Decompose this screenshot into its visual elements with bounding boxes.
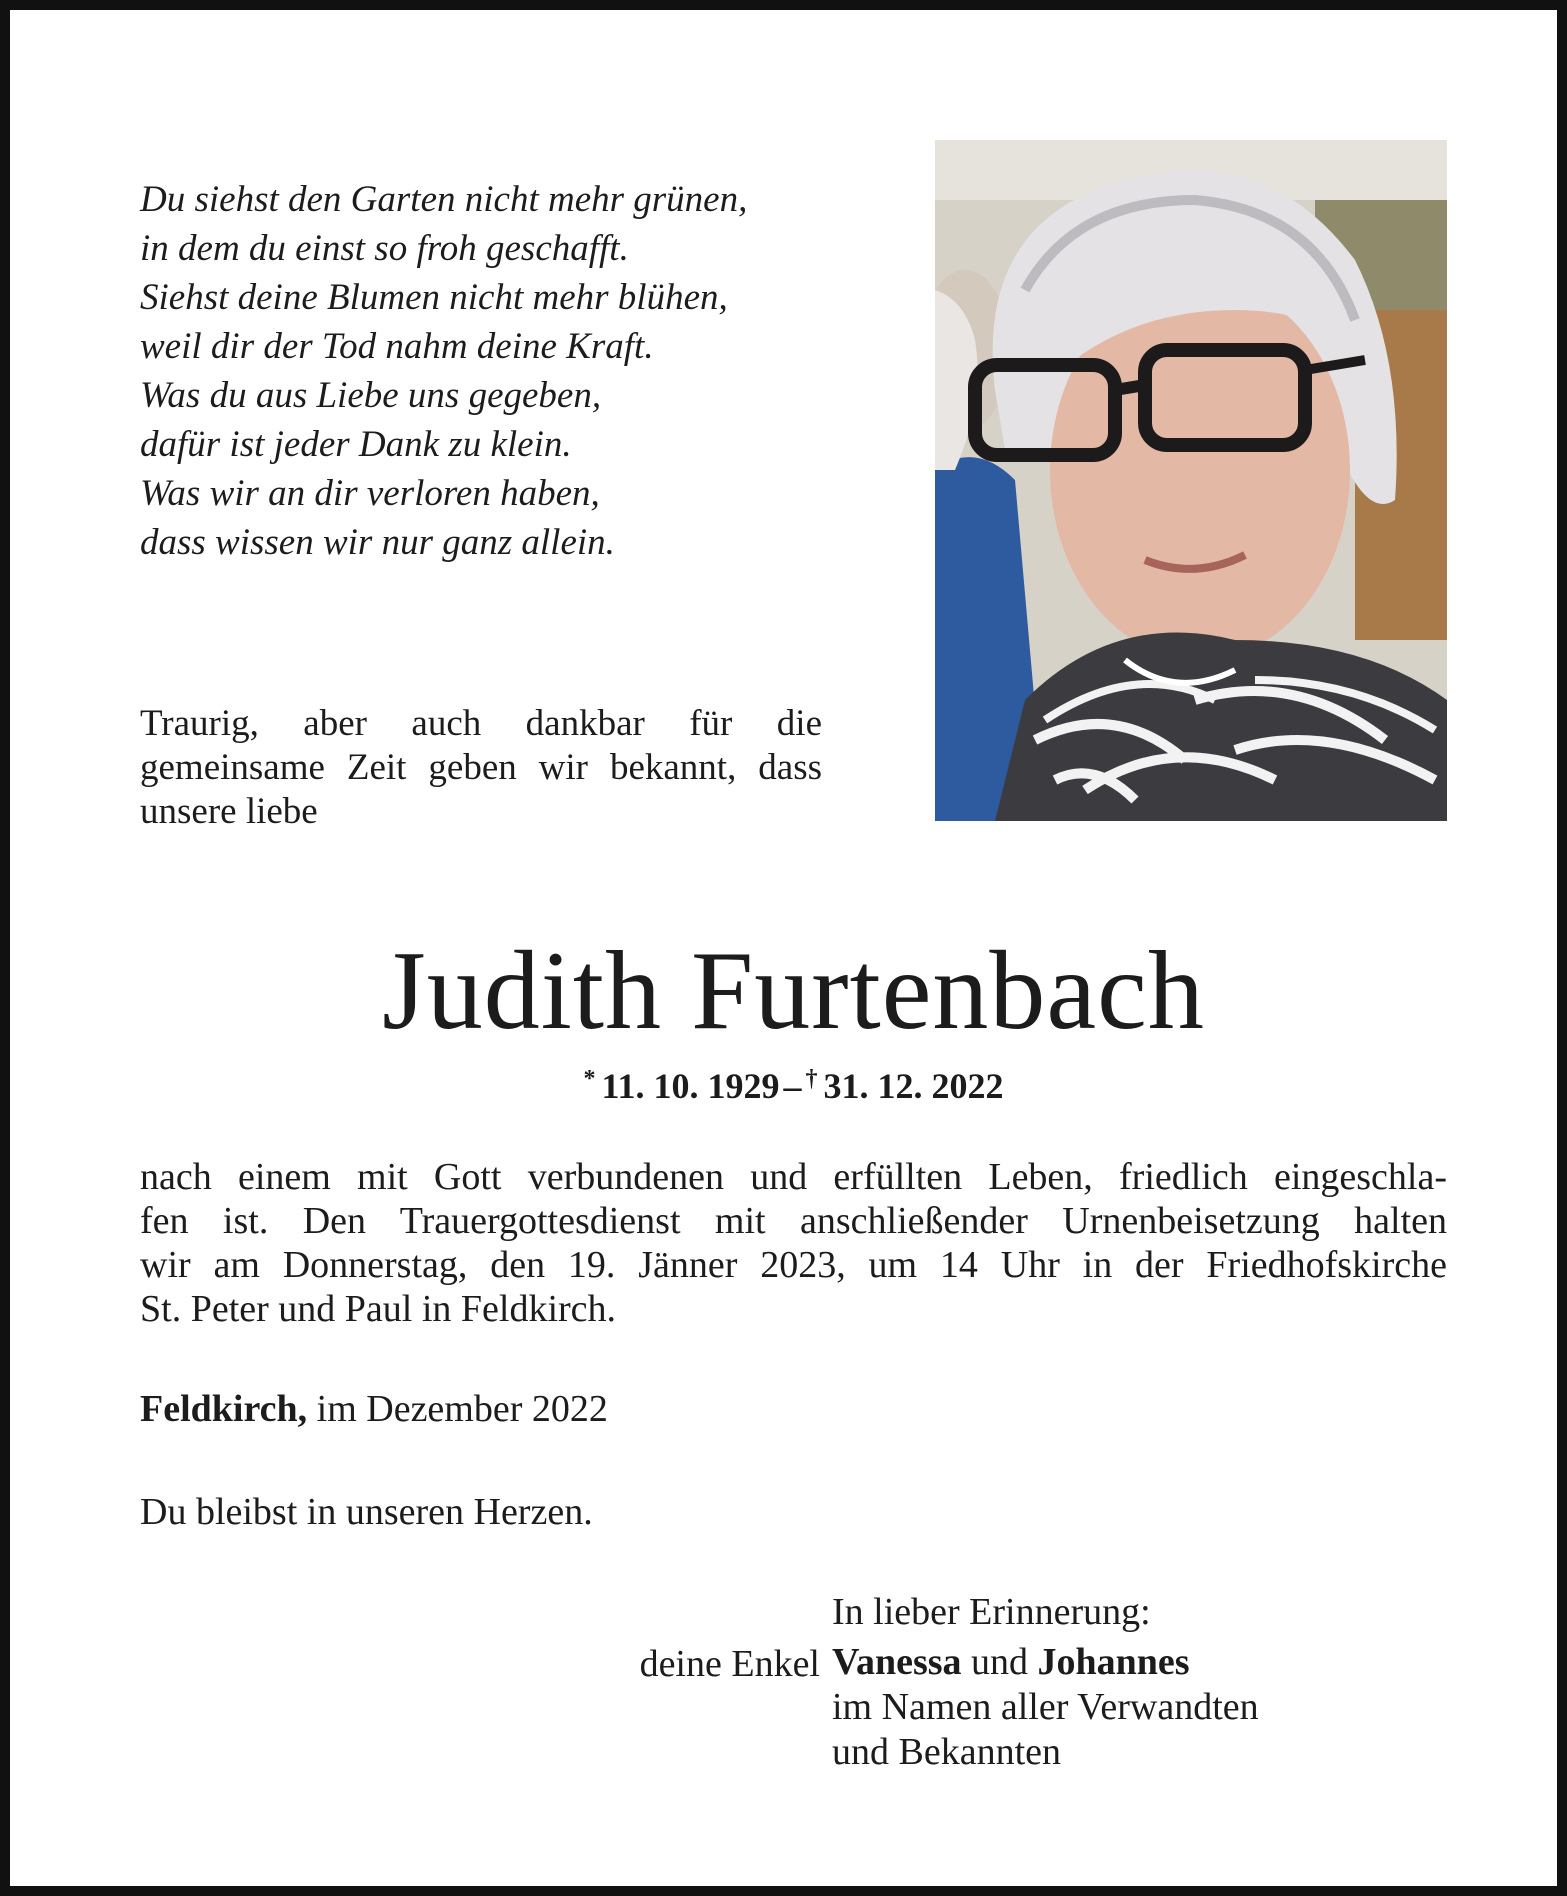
poem-line: Was du aus Liebe uns gegeben, [140, 375, 602, 416]
signature-prefix: deine Enkel [639, 1643, 820, 1685]
signature-line: und Bekannten [832, 1731, 1062, 1773]
poem-line: Was wir an dir verloren haben, [140, 473, 600, 514]
announcement-line: St. Peter und Paul in Feldkirch. [140, 1288, 617, 1330]
announcement-line: nach einem mit Gott verbundenen und erfüllten Leben, friedlich eingeschla- [140, 1156, 1447, 1198]
death-date: 31. 12. 2022 [823, 1066, 1004, 1106]
intro-text: Traurig, aber auch dankbar für die gemeinsame Zeit geben wir bekannt, dass unsere liebe [140, 703, 822, 832]
poem-line: Du siehst den Garten nicht mehr grünen, [140, 179, 748, 220]
signature-block [832, 1640, 1259, 1775]
signature-heading: In lieber Erinnerung: [832, 1591, 1151, 1633]
poem-line: dafür ist jeder Dank zu klein. [140, 424, 572, 465]
signature-line: im Namen aller Verwandten [832, 1686, 1259, 1728]
closing-line: Du bleibst in unseren Herzen. [140, 1491, 593, 1533]
signature-name: Johannes [1037, 1641, 1190, 1683]
announcement-text [140, 1155, 1447, 1331]
place-date [140, 1385, 608, 1433]
death-symbol: † [805, 1066, 818, 1092]
portrait-photo [935, 140, 1447, 821]
announcement-line: wir am Donnerstag, den 19. Jänner 2023, um 14 Uhr in der Friedhofskirche [140, 1244, 1447, 1286]
signature-conjunction: und [971, 1641, 1029, 1683]
birth-symbol: * [583, 1066, 596, 1092]
date-separator: – [783, 1066, 802, 1106]
poem [140, 175, 860, 567]
poem-line: Siehst deine Blumen nicht mehr blühen, [140, 277, 728, 318]
signature-name: Vanessa [832, 1641, 962, 1683]
deceased-name: Judith Furtenbach [382, 929, 1205, 1053]
birth-date: 11. 10. 1929 [601, 1066, 780, 1106]
life-dates [10, 1055, 1567, 1110]
place-name: Feldkirch, [140, 1388, 308, 1430]
date-text: im Dezember 2022 [316, 1388, 608, 1430]
poem-line: dass wissen wir nur ganz allein. [140, 522, 615, 563]
poem-line: weil dir der Tod nahm deine Kraft. [140, 326, 654, 367]
portrait-illustration [935, 140, 1447, 821]
announcement-line: fen ist. Den Trauergottesdienst mit anschließender Urnenbeisetzung halten [140, 1200, 1447, 1242]
signature-names-line [832, 1640, 1259, 1685]
poem-line: in dem du einst so froh geschafft. [140, 228, 629, 269]
